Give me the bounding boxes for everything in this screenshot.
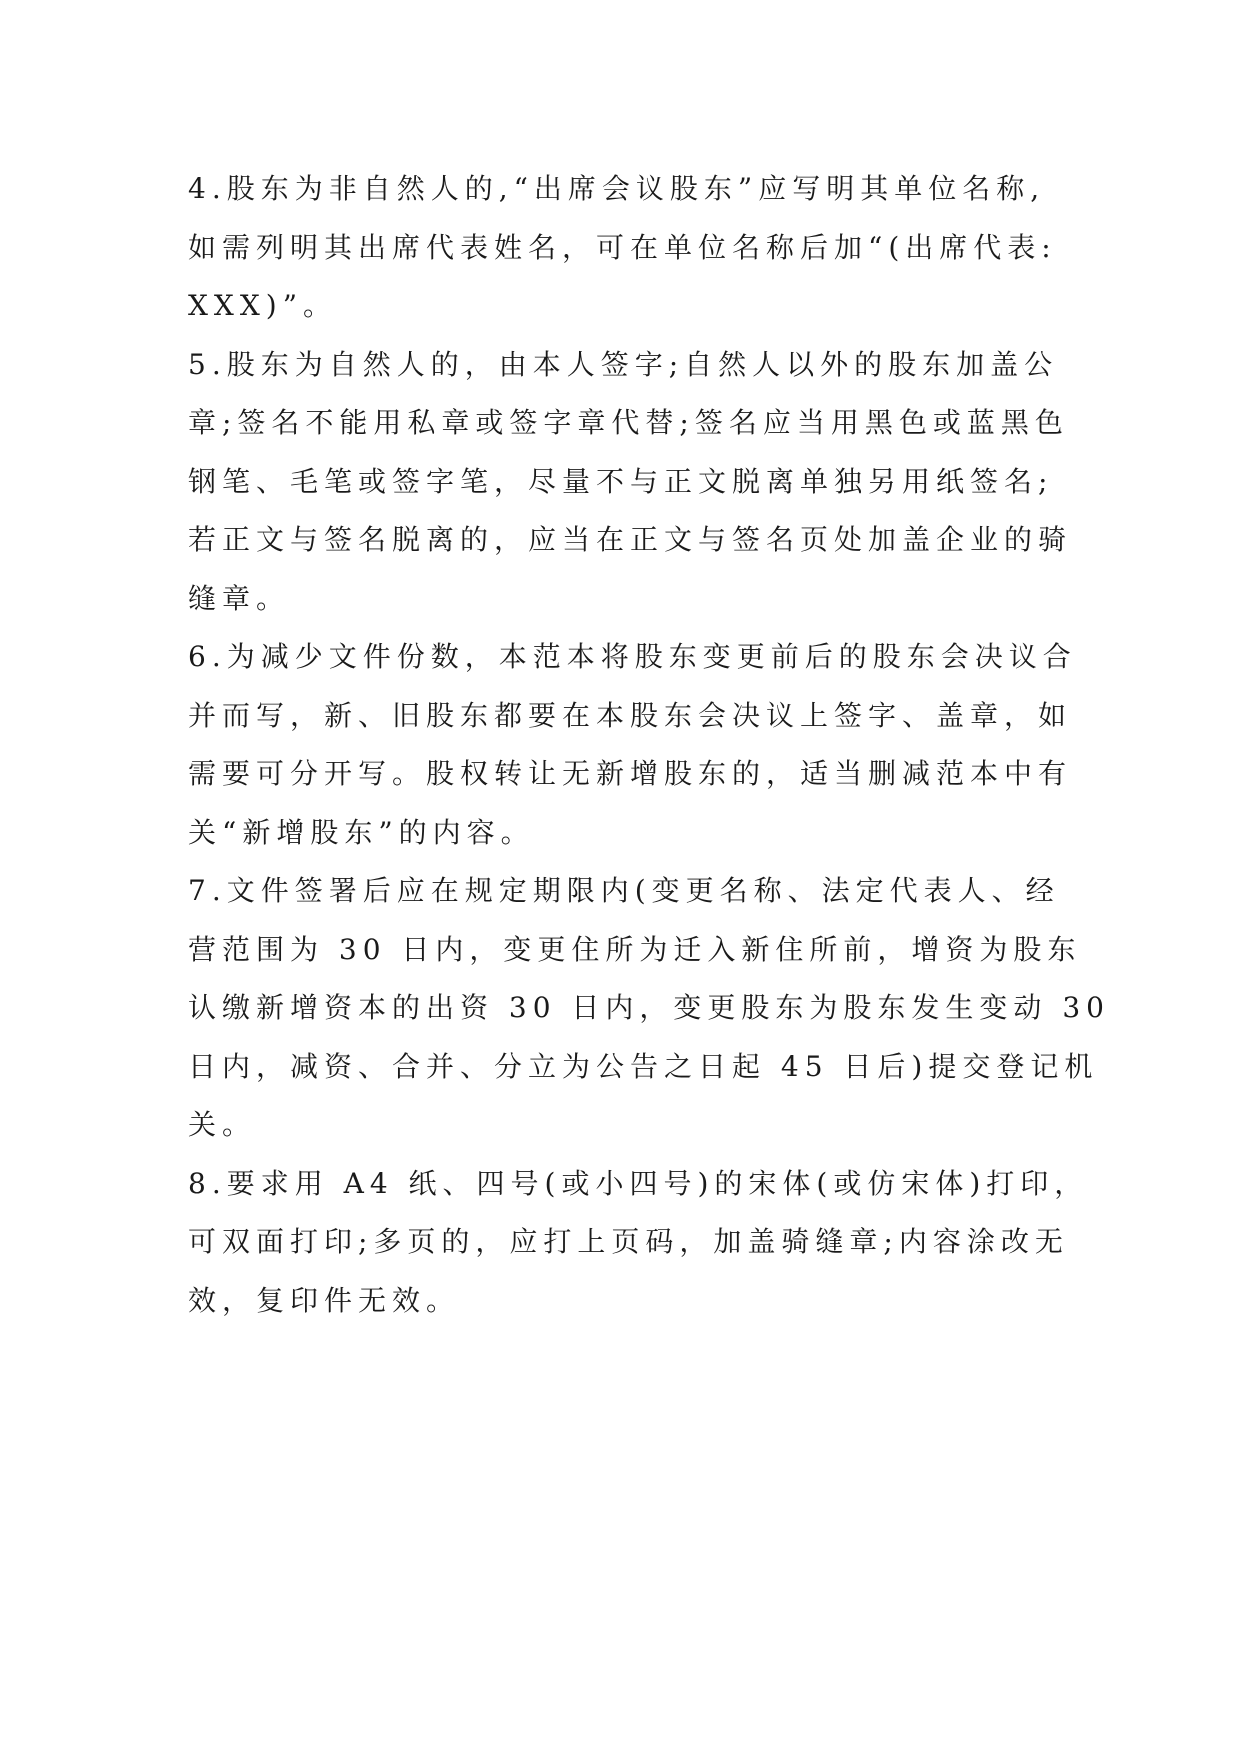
paragraph-item-7 <box>188 862 1110 1155</box>
text-line: 6.为减少文件份数，本范本将股东变更前后的股东会决议合 <box>188 640 1077 673</box>
text-line: 并而写，新、旧股东都要在本股东会决议上签字、盖章，如 <box>188 698 1073 732</box>
text-line: 效，复印件无效。 <box>188 1283 461 1317</box>
text-line: 钢笔、毛笔或签字笔，尽量不与正文脱离单独另用纸签名; <box>188 464 1054 498</box>
paragraph-item-8 <box>188 1155 1089 1331</box>
text-line: 缝章。 <box>188 581 291 615</box>
text-line: 关“新增股东”的内容。 <box>188 815 535 849</box>
paragraph-item-4 <box>188 160 1058 336</box>
text-line: 5.股东为自然人的，由本人签字;自然人以外的股东加盖公 <box>188 347 1059 381</box>
text-line: 如需列明其出席代表姓名，可在单位名称后加“(出席代表: <box>188 230 1057 264</box>
text-line: 8.要求用 A4 纸、四号(或小四号)的宋体(或仿宋体)打印， <box>188 1166 1089 1200</box>
paragraph-item-5 <box>188 336 1073 629</box>
text-line: XXX)”。 <box>188 289 338 322</box>
text-line: 4.股东为非自然人的,“出席会议股东”应写明其单位名称, <box>188 172 1046 205</box>
text-line: 可双面打印;多页的，应打上页码，加盖骑缝章;内容涂改无 <box>188 1225 1069 1258</box>
text-line: 若正文与签名脱离的，应当在正文与签名页处加盖企业的骑 <box>188 523 1073 556</box>
document-body <box>188 160 1110 1330</box>
paragraph-item-6 <box>188 628 1077 862</box>
text-line: 营范围为 30 日内，变更住所为迁入新住所前，增资为股东 <box>188 932 1082 966</box>
text-line: 章;签名不能用私章或签字章代替;签名应当用黑色或蓝黑色 <box>188 406 1069 439</box>
text-line: 需要可分开写。股权转让无新增股东的，适当删减范本中有 <box>188 757 1073 790</box>
text-line: 认缴新增资本的出资 30 日内，变更股东为股东发生变动 30 <box>188 991 1110 1024</box>
text-line: 关。 <box>188 1108 257 1141</box>
text-line: 日内，减资、合并、分立为公告之日起 45 日后)提交登记机 <box>188 1049 1099 1083</box>
text-line: 7.文件签署后应在规定期限内(变更名称、法定代表人、经 <box>188 874 1060 907</box>
